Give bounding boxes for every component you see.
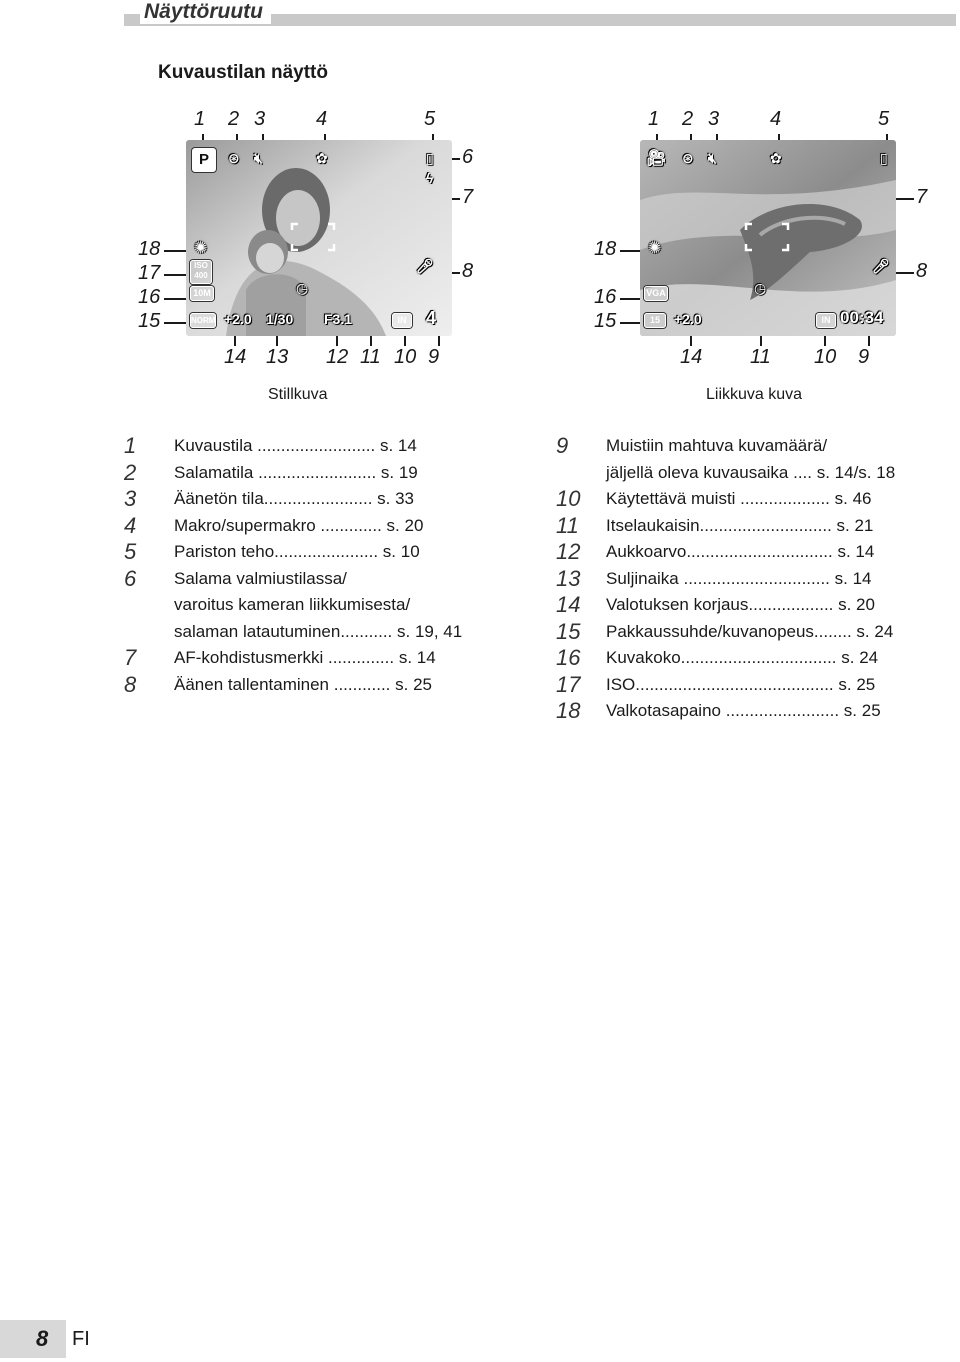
- callout-number: 11: [750, 346, 771, 368]
- iso-value: 400: [194, 271, 208, 280]
- page-title: Näyttöruutu: [140, 0, 271, 24]
- callout-number: 7: [916, 186, 928, 208]
- still-caption: Stillkuva: [268, 386, 328, 403]
- legend-text: Kuvakoko................................. s. 24: [606, 648, 879, 667]
- legend-number: 7: [124, 645, 137, 670]
- legend-item: [556, 698, 956, 725]
- callout-number: 3: [708, 108, 720, 130]
- leader-line: [164, 322, 186, 324]
- aperture-value: F3.1: [324, 311, 353, 327]
- callout-number: 6: [462, 146, 474, 168]
- legend-text: Aukkoarvo............................... s. 14: [606, 542, 875, 561]
- leader-line: [164, 274, 186, 276]
- callout-number: 10: [394, 346, 417, 368]
- self-timer-icon: ◷: [754, 280, 767, 296]
- section-title: Kuvaustilan näyttö: [158, 62, 328, 83]
- legend-text: Valkotasapaino ........................ s. 25: [606, 701, 881, 720]
- callout-number: 4: [316, 108, 328, 130]
- leader-line: [896, 272, 914, 274]
- legend-number: 9: [556, 433, 569, 458]
- legend-item: [556, 539, 956, 566]
- image-size-indicator: 10M: [190, 286, 214, 301]
- callout-number: 9: [858, 346, 870, 368]
- silent-mode-icon: 🔇︎: [254, 150, 263, 166]
- callout-number: 2: [682, 108, 694, 130]
- legend-left: [124, 433, 544, 698]
- callout-number: 16: [594, 286, 617, 308]
- battery-icon: ▯: [426, 150, 434, 166]
- leader-line: [164, 298, 186, 300]
- callout-number: 8: [916, 260, 928, 282]
- legend-right: [556, 433, 956, 725]
- legend-number: 8: [124, 671, 137, 697]
- shooting-mode-icon: P: [192, 148, 216, 172]
- movie-caption: Liikkuva kuva: [706, 386, 803, 403]
- callout-number: 11: [360, 346, 381, 368]
- exposure-compensation: +2.0: [674, 311, 702, 327]
- callout-number: 2: [228, 108, 240, 130]
- legend-number: 15: [556, 618, 581, 644]
- white-balance-icon: ✺: [648, 240, 662, 257]
- macro-icon: ✿: [770, 150, 782, 166]
- legend-number: 13: [556, 565, 581, 591]
- legend-item: [124, 433, 544, 460]
- iso-indicator: [190, 260, 212, 284]
- leader-line: [620, 250, 642, 252]
- movie-screen: [640, 140, 896, 336]
- legend-item: [124, 592, 544, 619]
- legend-text: Käytettävä muisti ................... s. 46: [606, 489, 872, 508]
- legend-number: 10: [556, 486, 581, 511]
- legend-number: 16: [556, 645, 581, 670]
- legend-item: [124, 539, 544, 566]
- silent-mode-icon: 🔇︎: [708, 150, 717, 166]
- flash-standby-icon: ϟ: [426, 170, 434, 186]
- iso-label: ISO: [194, 261, 208, 270]
- callout-number: 7: [462, 186, 474, 208]
- callout-number: 12: [326, 346, 349, 368]
- legend-number: 12: [556, 539, 581, 564]
- callout-number: 13: [266, 346, 289, 368]
- callout-number: 8: [462, 260, 474, 282]
- leader-line: [620, 322, 642, 324]
- battery-icon: ▯: [880, 150, 888, 166]
- legend-text: salaman latautuminen........... s. 19, 41: [174, 621, 463, 641]
- callout-number: 15: [138, 310, 161, 332]
- legend-item: [124, 672, 544, 699]
- remaining-time: 00:34: [840, 308, 884, 327]
- legend-text: Salamatila ......................... s. 19: [174, 462, 418, 482]
- legend-item: [556, 566, 956, 593]
- internal-memory-indicator: IN: [816, 313, 836, 328]
- legend-text: Valotuksen korjaus.................. s. 20: [606, 595, 875, 614]
- legend-number: 3: [124, 486, 137, 511]
- legend-item: [124, 645, 544, 672]
- legend-text: ISO.......................................... s. 25: [606, 674, 876, 694]
- legend-item: [124, 619, 544, 646]
- callout-number: 1: [648, 108, 660, 130]
- legend-item: [556, 592, 956, 619]
- legend-number: 11: [556, 512, 579, 538]
- legend-item: [556, 433, 956, 460]
- legend-text: Muistiin mahtuva kuvamäärä/: [606, 436, 828, 455]
- callout-number: 18: [594, 238, 617, 260]
- legend-text: Salama valmiustilassa/: [174, 568, 347, 588]
- callout-number: 4: [770, 108, 782, 130]
- legend-item: [556, 460, 956, 487]
- legend-text: Itselaukaisin............................ s. 21: [606, 515, 874, 535]
- movie-mode-icon: 🎥︎: [646, 150, 667, 167]
- legend-number: 17: [556, 671, 581, 697]
- legend-item: [556, 486, 956, 513]
- legend-text: Makro/supermakro ............. s. 20: [174, 515, 424, 535]
- flash-off-icon: ⊛: [228, 150, 240, 166]
- language-code: FI: [72, 1328, 90, 1350]
- legend-number: 18: [556, 698, 581, 723]
- page-number: 8: [36, 1326, 49, 1351]
- macro-icon: ✿: [316, 150, 328, 166]
- callout-number: 15: [594, 310, 617, 332]
- audio-record-icon: 🎤︎: [416, 258, 434, 274]
- leader-line: [620, 298, 642, 300]
- callout-number: 18: [138, 238, 161, 260]
- legend-item: [556, 619, 956, 646]
- legend-number: 6: [124, 565, 137, 591]
- legend-text: AF-kohdistusmerkki .............. s. 14: [174, 648, 436, 667]
- internal-memory-indicator: IN: [392, 313, 412, 328]
- legend-item: [124, 460, 544, 487]
- legend-item: [556, 645, 956, 672]
- still-screen: [186, 140, 452, 336]
- callout-number: 14: [680, 346, 703, 368]
- legend-number: 14: [556, 592, 581, 617]
- frame-rate-indicator: 15: [644, 313, 666, 328]
- leader-line: [164, 250, 186, 252]
- legend-item: [124, 513, 544, 540]
- legend-item: [556, 672, 956, 699]
- legend-text: Pakkaussuhde/kuvanopeus........ s. 24: [606, 621, 894, 641]
- af-target-mark: [290, 222, 336, 252]
- legend-text: Kuvaustila ......................... s. 14: [174, 436, 417, 455]
- audio-record-icon: 🎤︎: [872, 258, 890, 274]
- legend-text: Äänen tallentaminen ............ s. 25: [174, 674, 432, 694]
- legend-text: Äänetön tila....................... s. 33: [174, 489, 415, 508]
- legend-item: [556, 513, 956, 540]
- callout-number: 5: [424, 108, 436, 130]
- af-target-mark: [744, 222, 790, 252]
- legend-text: jäljellä oleva kuvausaika .... s. 14/s. 18: [606, 462, 896, 482]
- footer-bar: [0, 1320, 66, 1358]
- white-balance-icon: ✺: [194, 240, 208, 257]
- legend-number: 1: [124, 433, 137, 458]
- callout-number: 5: [878, 108, 890, 130]
- flash-off-icon: ⊛: [682, 150, 694, 166]
- legend-text: Suljinaika ............................... s. 14: [606, 568, 872, 588]
- callout-number: 1: [194, 108, 206, 130]
- compression-indicator: NORM: [190, 313, 216, 328]
- legend-number: 2: [124, 459, 137, 485]
- callout-number: 16: [138, 286, 161, 308]
- callout-number: 10: [814, 346, 837, 368]
- callout-number: 17: [138, 262, 161, 284]
- legend-number: 5: [124, 539, 137, 564]
- legend-text: Pariston teho...................... s. 10: [174, 542, 420, 561]
- movie-size-indicator: VGA: [644, 286, 668, 301]
- exposure-compensation: +2.0: [224, 311, 252, 327]
- leader-line: [896, 198, 914, 200]
- callout-number: 14: [224, 346, 247, 368]
- legend-number: 4: [124, 512, 137, 538]
- callout-number: 3: [254, 108, 266, 130]
- shutter-speed: 1/30: [266, 311, 294, 327]
- legend-text: varoitus kameran liikkumisesta/: [174, 595, 411, 614]
- legend-item: [124, 486, 544, 513]
- self-timer-icon: ◷: [296, 280, 309, 296]
- shots-remaining: 4: [426, 308, 437, 328]
- callout-number: 9: [428, 346, 440, 368]
- legend-item: [124, 566, 544, 593]
